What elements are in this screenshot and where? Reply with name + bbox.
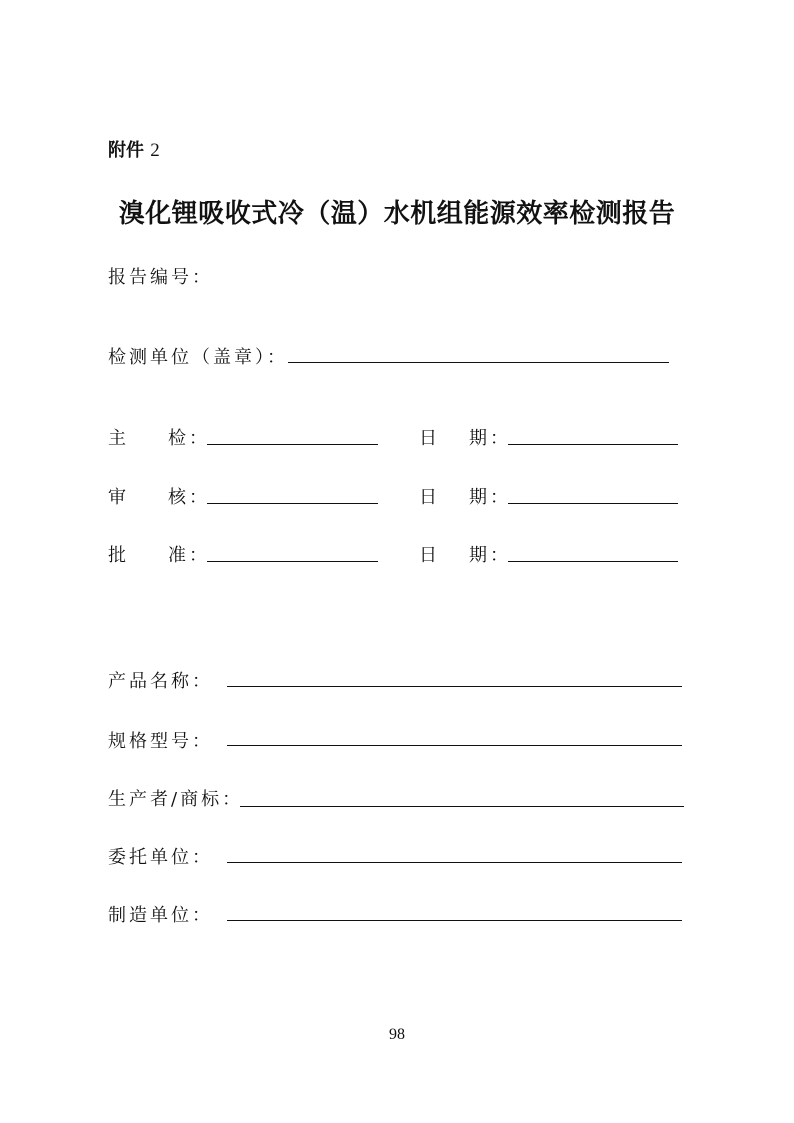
approver-label xyxy=(108,541,210,567)
reviewer-date-char1: 日 xyxy=(419,487,440,508)
reviewer-line[interactable] xyxy=(207,503,378,504)
product-name-label: 产品名称： xyxy=(108,671,213,692)
approver-date-label xyxy=(419,541,511,567)
reviewer-date-line[interactable] xyxy=(508,503,678,504)
inspector-date-label xyxy=(419,424,511,450)
approver-char1: 批 xyxy=(108,545,129,566)
reviewer-date-label xyxy=(419,483,511,509)
inspector-label xyxy=(108,424,210,450)
report-number-label: 报告编号： xyxy=(108,267,213,288)
approver-line[interactable] xyxy=(207,561,378,562)
approver-date-char1: 日 xyxy=(419,545,440,566)
testing-unit-line[interactable] xyxy=(288,362,669,363)
reviewer-label xyxy=(108,483,210,509)
inspector-char2: 检 xyxy=(168,428,189,449)
client-unit-line[interactable] xyxy=(227,862,682,863)
approver-date-char2: 期 xyxy=(469,545,490,566)
reviewer-date-colon: ： xyxy=(490,487,511,508)
model-label: 规格型号： xyxy=(108,731,213,752)
producer-trademark-label: 生产者/商标： xyxy=(108,789,244,810)
inspector-date-char2: 期 xyxy=(469,428,490,449)
product-name-line[interactable] xyxy=(227,686,682,687)
model-line[interactable] xyxy=(227,745,682,746)
attachment-label xyxy=(108,136,160,162)
inspector-line[interactable] xyxy=(207,444,378,445)
approver-date-line[interactable] xyxy=(508,561,678,562)
approver-char2: 准 xyxy=(168,545,189,566)
approver-colon: ： xyxy=(189,545,210,566)
document-title: 溴化锂吸收式冷（温）水机组能源效率检测报告 xyxy=(118,199,676,229)
inspector-colon: ： xyxy=(189,428,210,449)
reviewer-char2: 核 xyxy=(168,487,189,508)
attachment-number: 2 xyxy=(150,140,160,161)
manufacturer-line[interactable] xyxy=(227,920,682,921)
page-number: 98 xyxy=(389,1026,405,1043)
inspector-date-char1: 日 xyxy=(419,428,440,449)
attachment-label-text: 附件 xyxy=(108,140,144,161)
producer-trademark-line[interactable] xyxy=(240,806,684,807)
reviewer-char1: 审 xyxy=(108,487,129,508)
inspector-char1: 主 xyxy=(108,428,129,449)
inspector-date-line[interactable] xyxy=(508,444,678,445)
client-unit-label: 委托单位： xyxy=(108,847,213,868)
reviewer-colon: ： xyxy=(189,487,210,508)
approver-date-colon: ： xyxy=(490,545,511,566)
manufacturer-label: 制造单位： xyxy=(108,905,213,926)
testing-unit-label: 检测单位（盖章）： xyxy=(108,347,288,368)
reviewer-date-char2: 期 xyxy=(469,487,490,508)
inspector-date-colon: ： xyxy=(490,428,511,449)
